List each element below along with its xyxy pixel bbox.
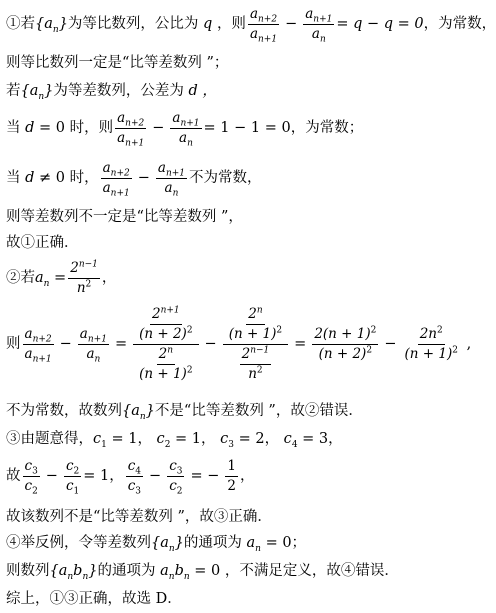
- fraction: $\frac{a_{n+2}}{a_{n+1}}$: [24, 325, 52, 365]
- line-2: [6, 56, 228, 71]
- line-16: [6, 592, 182, 607]
- fraction: $\frac{c_2}{c_1}$: [65, 458, 80, 497]
- line-5: 当 d ≠ 0 时， $\frac{a_{n+2}}{a_{n+1}}$ − $\frac{a_{n+1}}{a_n}$ 不为常数，: [6, 160, 262, 199]
- line-10: [6, 403, 363, 422]
- text: 不为常数，: [189, 170, 262, 187]
- math-eq: = q − q = 0: [336, 16, 424, 33]
- math-seq-an: $\{a_n\}$: [151, 535, 184, 554]
- text: ①若: [6, 16, 35, 33]
- math-d: d: [20, 120, 40, 137]
- fraction: $\frac{2n^2}{(n + 1)^2}$: [404, 325, 458, 362]
- text: 当: [6, 120, 21, 137]
- fraction: $\frac{2(n + 1)^2}{(n + 2)^2}$: [314, 325, 377, 362]
- fraction: $\frac{a_{n+1}}{a_n}$: [79, 325, 107, 365]
- math-an: $a_n$ =: [35, 270, 67, 290]
- fraction: $\frac{a_{n+2}}{a_{n+1}}$: [249, 6, 278, 45]
- fraction: $\frac{a_{n+2}}{a_{n+1}}$: [102, 160, 130, 199]
- line-15: 则数列 $\{a_nb_n\}$ 的通项为 $a_nb_n$ = 0 ，不满足定义，故④错误．: [6, 563, 399, 582]
- math-q: q: [198, 16, 217, 33]
- fraction: $\frac{a_{n+1}}{a_n}$: [172, 110, 200, 149]
- fraction: $\frac{a_{n+2}}{a_{n+1}}$: [117, 110, 145, 149]
- line-12: 故 $\frac{c_3}{c_2}$ − $\frac{c_2}{c_1}$ = 1， $\frac{c_4}{c_3}$ − $\frac{c_3}{c_2}$ = − $\frac{1}{2}$ ，: [6, 458, 255, 497]
- text: ，为常数，: [423, 16, 496, 33]
- text: 综上，①③正确，故选 D．: [6, 591, 182, 607]
- math-seq-an: $\{a_n\}$: [122, 403, 155, 422]
- fraction: $\frac{c_3}{c_2}$: [169, 458, 183, 497]
- text: 故该数列不是“比等差数列 ”，故③正确．: [6, 509, 272, 525]
- text: ，: [101, 270, 117, 287]
- math-seq-an: $\{a_n\}$: [35, 16, 68, 36]
- fraction: $\frac{2^{n-1}}{n^2}$: [70, 259, 98, 296]
- text: 则: [6, 336, 21, 352]
- text: 的通项为: [183, 535, 242, 551]
- text: 若: [6, 83, 21, 99]
- text: 为等比数列，公比为: [67, 16, 199, 33]
- line-4: 当 d = 0 时，则 $\frac{a_{n+2}}{a_{n+1}}$ − $\frac{a_{n+1}}{a_n}$ = 1 − 1 = 0 ，为常数；: [6, 110, 364, 149]
- text: 则等比数列一定是“比等差数列 ”；: [6, 55, 229, 71]
- line-11: ③由题意得， $c_1$ = 1 ， $c_2$ = 1 ， $c_3$ = 2 ， $c_4$ = 3 ，: [6, 431, 343, 450]
- fraction-compound: $\frac{\frac{2^n}{(n + 1)^2}}{\frac{2^{n-1}}{n^2}}$: [223, 306, 288, 383]
- math-seq-anbn: $\{a_nb_n\}$: [49, 563, 98, 582]
- math-d: d: [20, 170, 40, 187]
- text: ，则: [216, 16, 246, 33]
- text: 不为常数，故数列: [6, 403, 122, 419]
- line-14: ④举反例，令等差数列 $\{a_n\}$ 的通项为 $a_n$ = 0；: [6, 535, 307, 554]
- math-seq-an: $\{a_n\}$: [20, 83, 54, 102]
- fraction: $\frac{c_4}{c_3}$: [127, 458, 142, 497]
- fraction-compound: $\frac{\frac{2^{n+1}}{(n + 2)^2}}{\frac{2^n}{(n + 1)^2}}$: [133, 306, 198, 383]
- line-8: [6, 260, 116, 297]
- math-anbn: $a_nb_n$: [155, 563, 190, 582]
- text: 的通项为: [97, 563, 156, 579]
- line-9: 则 $\frac{a_{n+2}}{a_{n+1}}$ − $\frac{a_{n+1}}{a_n}$ = $\frac{\frac{2^{n+1}}{(n + 2)^2}}{\frac{2^n}{(n + 1)^2}}$ − $\frac{\frac{2^n}{(n + 1)^2}}{\frac{2^{n-1}}{n^2}}$ = $\frac{2(n + 1)^2}{(n + 2)^2}$ − $\frac{2n^2}{(n + 1)^2}$ ,: [6, 305, 472, 382]
- line-1: ①若 $\{a_n\}$ 为等比数列，公比为 q ，则 $\frac{a_{n+2}}{a_{n+1}}$ − $\frac{a_{n+1}}{a_n}$ = q − q = 0 ，为常数，: [6, 6, 496, 45]
- text: ②若: [6, 270, 35, 287]
- math-d: d ，: [183, 83, 217, 99]
- text: ≠ 0 时，: [39, 170, 99, 187]
- text: 则数列: [6, 563, 50, 579]
- math-eq: = 1 − 1 = 0: [203, 120, 291, 137]
- text: ，为常数；: [290, 120, 364, 137]
- text: = 0 时，则: [39, 120, 114, 137]
- math-an: $a_n$: [241, 535, 261, 554]
- text: ③由题意得，: [6, 431, 93, 447]
- text: 当: [6, 170, 21, 187]
- text: 为等差数列，公差为: [53, 83, 184, 99]
- text: 则等差数列不一定是“比等差数列 ”，: [6, 209, 243, 225]
- line-7: [6, 236, 79, 251]
- line-6: [6, 210, 243, 225]
- text: 故: [6, 468, 21, 485]
- text: ④举反例，令等差数列: [6, 535, 151, 551]
- fraction: $\frac{c_3}{c_2}$: [24, 458, 38, 497]
- fraction: $\frac{a_{n+1}}{a_n}$: [305, 6, 333, 45]
- fraction: $\frac{a_{n+1}}{a_n}$: [157, 160, 186, 199]
- text: 故①正确．: [6, 235, 79, 251]
- line-3: [6, 83, 217, 102]
- line-13: [6, 510, 272, 525]
- text: 不是“比等差数列 ”，故②错误．: [154, 403, 363, 419]
- fraction: $\frac{1}{2}$: [227, 458, 236, 494]
